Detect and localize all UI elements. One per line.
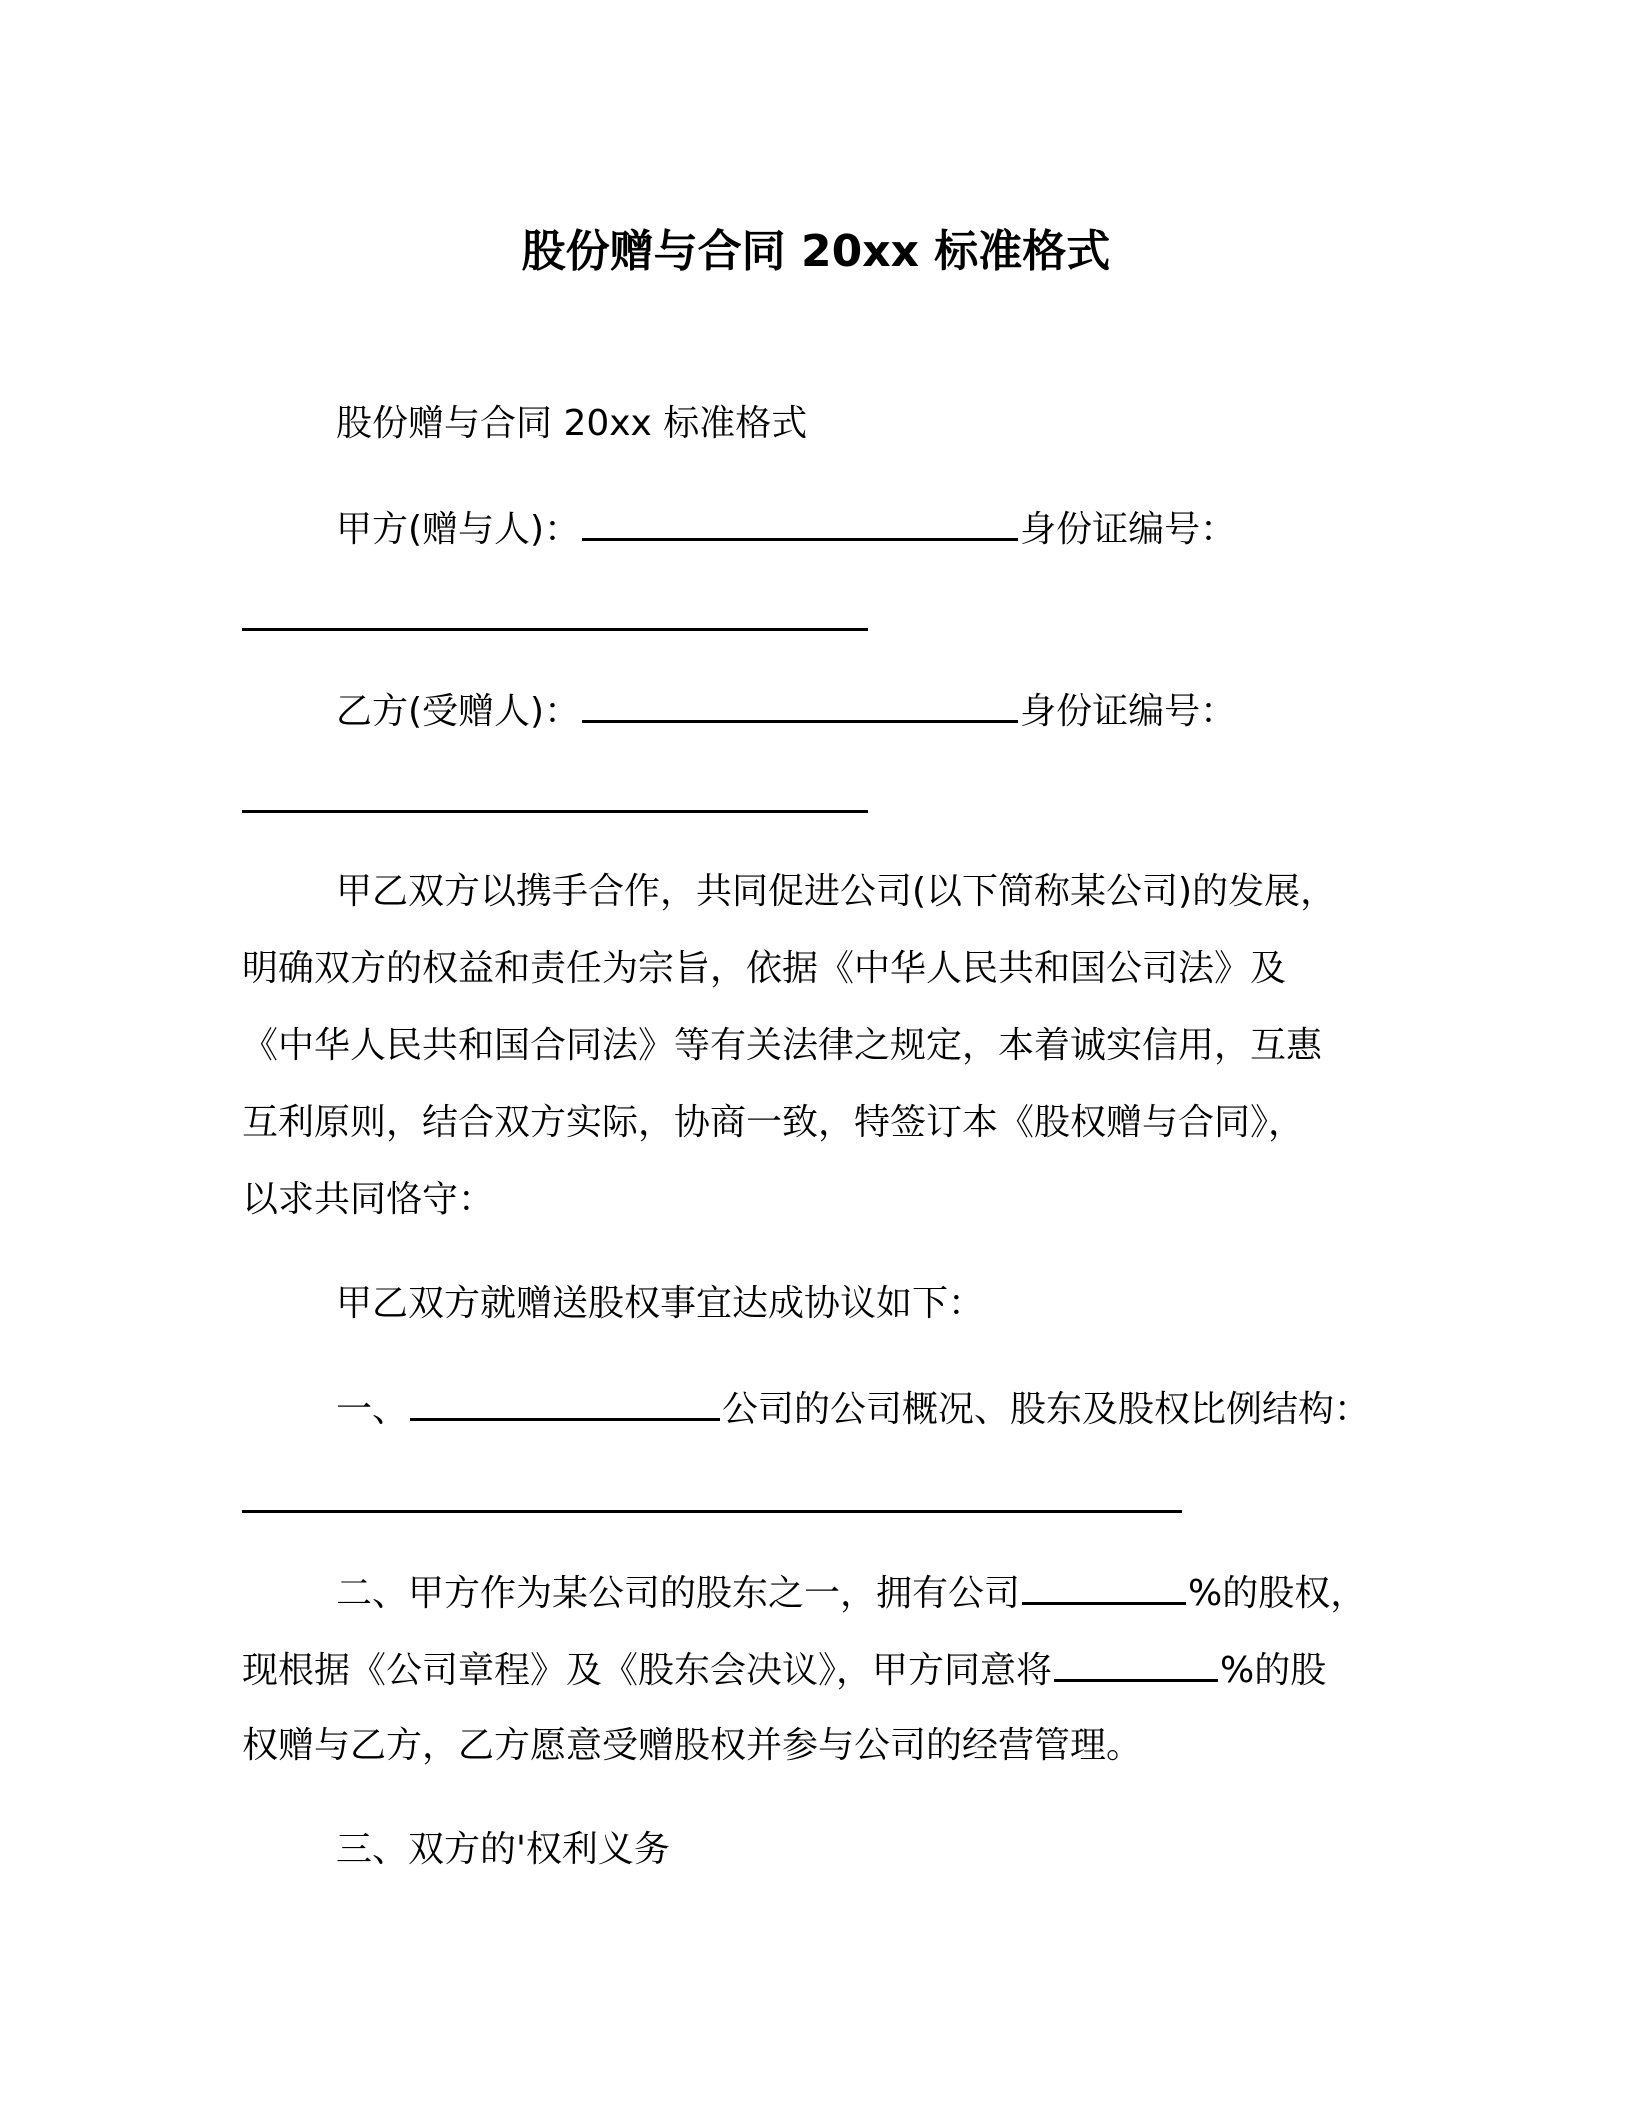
preamble-line-2: 明确双方的权益和责任为宗旨，依据《中华人民共和国公司法》及	[242, 948, 1287, 989]
clause-2-owned-percent-blank[interactable]	[1022, 1566, 1186, 1605]
party-b-id-label: 身份证编号：	[1020, 691, 1237, 732]
party-a-id-blank[interactable]	[242, 628, 868, 631]
clause-2-line1-prefix: 二、甲方作为某公司的股东之一，拥有公司	[336, 1573, 1021, 1614]
clause-2-line2-prefix: 现根据《公司章程》及《股东会决议》，甲方同意将	[242, 1650, 1053, 1691]
document-subtitle: 股份赠与合同 20xx 标准格式	[336, 403, 808, 444]
clause-2-line-1	[336, 1566, 1366, 1620]
party-a-name-blank[interactable]	[582, 502, 1018, 541]
preamble-line-4: 互利原则，结合双方实际，协商一致，特签订本《股权赠与合同》，	[242, 1102, 1305, 1143]
clause-1-prefix: 一、	[336, 1389, 409, 1430]
clause-1-suffix: 公司的公司概况、股东及股权比例结构：	[722, 1389, 1371, 1430]
party-b-label: 乙方(受赠人)：	[336, 691, 581, 732]
document-title: 股份赠与合同 20xx 标准格式	[521, 226, 1111, 277]
preamble-line-5: 以求共同恪守：	[242, 1179, 495, 1220]
clause-2-gift-percent-blank[interactable]	[1054, 1643, 1218, 1682]
party-a-id-label: 身份证编号：	[1020, 509, 1237, 550]
party-a-label: 甲方(赠与人)：	[336, 509, 581, 550]
clause-2-line1-suffix: %的股权，	[1188, 1573, 1367, 1614]
clause-2-line2-suffix: %的股	[1220, 1650, 1327, 1691]
party-a-line	[336, 502, 1236, 556]
party-b-id-blank[interactable]	[242, 810, 868, 813]
clause-1-line	[336, 1382, 1370, 1436]
clause-1-company-blank[interactable]	[410, 1382, 720, 1421]
preamble-line-1: 甲乙双方以携手合作，共同促进公司(以下简称某公司)的发展，	[336, 871, 1337, 912]
party-b-name-blank[interactable]	[582, 684, 1018, 723]
party-b-line	[336, 684, 1236, 738]
clause-2-line-3: 权赠与乙方，乙方愿意受赠股权并参与公司的经营管理。	[242, 1725, 1143, 1766]
agreement-intro: 甲乙双方就赠送股权事宜达成协议如下：	[336, 1283, 985, 1324]
clause-3-heading: 三、双方的'权利义务	[336, 1829, 670, 1870]
clause-2-line-2	[242, 1643, 1326, 1697]
preamble-line-3: 《中华人民共和国合同法》等有关法律之规定，本着诚实信用，互惠	[242, 1025, 1323, 1066]
clause-1-structure-blank[interactable]	[242, 1510, 1182, 1513]
